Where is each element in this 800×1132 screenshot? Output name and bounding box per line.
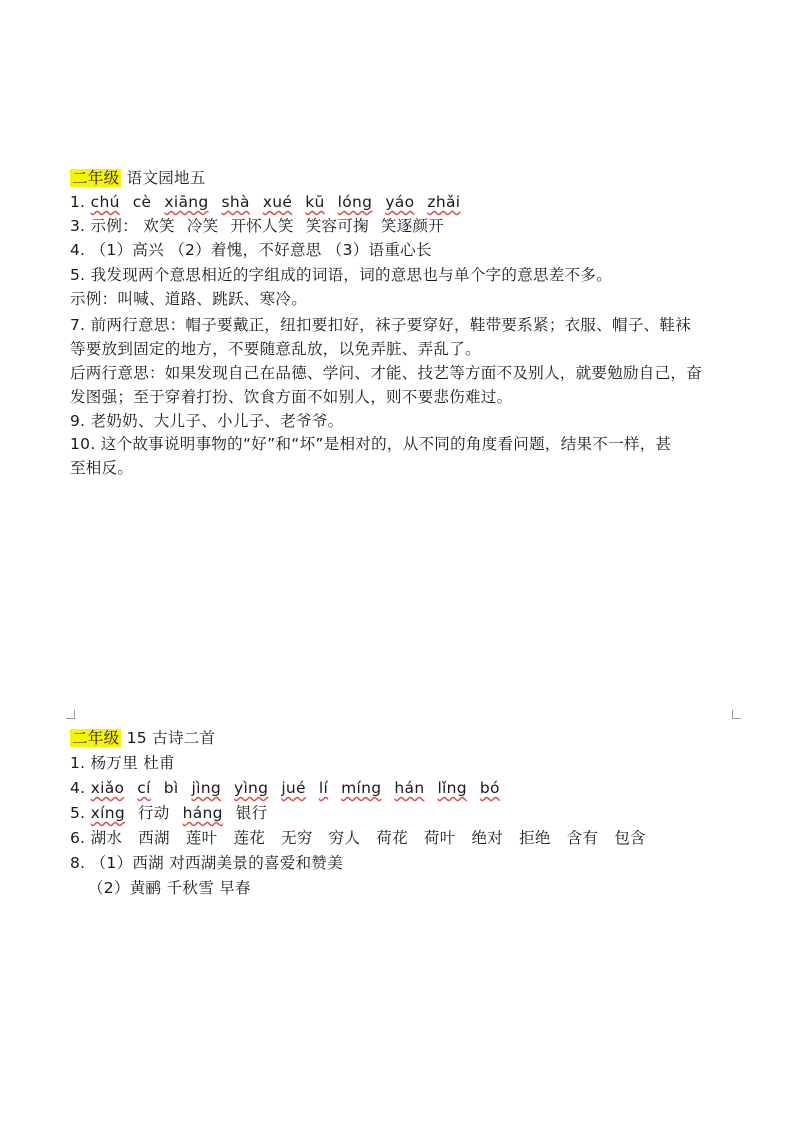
answer-5	[70, 801, 280, 825]
pinyin-item: jué	[281, 779, 306, 797]
answer-7-b: 等要放到固定的地方，不要随意乱放，以免弄脏、弄乱了。	[70, 340, 481, 358]
word-item: 荷花	[376, 829, 408, 847]
pinyin-item: xiāng	[164, 193, 209, 211]
pinyin-item: kū	[305, 193, 325, 211]
answer-10-b: 至相反。	[70, 459, 134, 477]
word-list	[91, 829, 662, 847]
answer-8-b: （2）黄鹂 千秋雪 早春	[88, 879, 251, 897]
pinyin-list	[91, 779, 513, 797]
section-heading	[70, 726, 215, 750]
pinyin-item: chú	[90, 193, 120, 211]
answer-number: 5.	[70, 804, 86, 822]
pinyin-item: míng	[341, 779, 382, 797]
answer-prefix: 3. 示例：	[70, 217, 139, 235]
answer-5-example: 示例：叫喊、道路、跳跃、寒冷。	[70, 290, 308, 308]
pinyin-item: shà	[221, 193, 250, 211]
answer-9: 9. 老奶奶、大儿子、小儿子、老爷爷。	[70, 412, 344, 430]
answer-4: 4. （1）高兴 （2）着愧，不好意思 （3）语重心长	[70, 241, 432, 259]
pinyin-item: yìng	[233, 779, 269, 797]
answer-7-a: 7. 前两行意思：帽子要戴正，纽扣要扣好，袜子要穿好，鞋带要系紧；衣服、帽子、鞋袜	[70, 316, 692, 334]
word-item: 开怀人笑	[230, 217, 294, 235]
word-list	[143, 217, 456, 235]
answer-7-c: 后两行意思：如果发现自己在品德、学问、才能、技艺等方面不及别人，就要勉励自己，奋	[70, 364, 703, 382]
grade-highlight: 二年级	[72, 169, 120, 187]
answer-3	[70, 214, 456, 238]
crop-mark-left	[66, 710, 75, 719]
word-item: 笑逐颜开	[380, 217, 445, 235]
word-item: 含有	[566, 829, 599, 847]
pinyin-item: lí	[318, 779, 329, 797]
answer-8-a: 8. （1）西湖 对西湖美景的喜爱和赞美	[70, 854, 344, 872]
word-item: 穷人	[328, 829, 361, 847]
answer-10-a: 10. 这个故事说明事物的“好”和“坏”是相对的，从不同的角度看问题，结果不一样，甚	[70, 435, 672, 453]
answer-number: 1.	[70, 193, 86, 211]
section-title: 15 古诗二首	[126, 729, 216, 747]
pinyin-item: lǐng	[437, 779, 467, 797]
pinyin-item: xiǎo	[90, 779, 125, 797]
word-item: 荷叶	[423, 829, 456, 847]
list-item: 行动	[137, 804, 170, 822]
pinyin-item: bó	[479, 779, 500, 797]
word-item: 包含	[614, 829, 646, 847]
word-item: 欢笑	[143, 217, 175, 235]
pinyin-item: cè	[132, 193, 152, 211]
word-item: 莲花	[233, 829, 266, 847]
answer-5: 5. 我发现两个意思相近的字组成的词语，词的意思也与单个字的意思差不多。	[70, 266, 613, 284]
answer-number: 4.	[70, 779, 86, 797]
pinyin-item: xué	[262, 193, 293, 211]
answer-1	[70, 190, 473, 214]
item-list	[91, 804, 281, 822]
word-item: 笑容可掬	[305, 217, 369, 235]
word-item: 冷笑	[186, 217, 219, 235]
section-title: 语文园地五	[126, 169, 206, 187]
answer-4	[70, 776, 513, 800]
word-item: 莲叶	[185, 829, 218, 847]
pinyin-list	[91, 193, 474, 211]
pinyin-item: zhǎi	[427, 193, 461, 211]
grade-highlight: 二年级	[72, 729, 120, 747]
answer-number: 6.	[70, 829, 86, 847]
list-item: 银行	[235, 804, 268, 822]
section-heading	[70, 166, 206, 190]
pinyin-item: bì	[163, 779, 179, 797]
word-item: 无穷	[281, 829, 313, 847]
crop-mark-right	[732, 710, 741, 719]
word-item: 西湖	[138, 829, 170, 847]
pinyin-item: hán	[394, 779, 425, 797]
pinyin-item: jìng	[191, 779, 221, 797]
pinyin-item: yáo	[385, 193, 415, 211]
answer-7-d: 发图强；至于穿着打扮、饮食方面不如别人，则不要悲伤难过。	[70, 388, 513, 406]
word-item: 绝对	[471, 829, 504, 847]
answer-1: 1. 杨万里 杜甫	[70, 754, 175, 772]
list-item: xíng	[90, 804, 125, 822]
pinyin-item: lóng	[337, 193, 373, 211]
word-item: 湖水	[90, 829, 123, 847]
answer-6	[70, 826, 662, 850]
list-item: háng	[182, 804, 223, 822]
pinyin-item: cí	[137, 779, 151, 797]
word-item: 拒绝	[519, 829, 551, 847]
